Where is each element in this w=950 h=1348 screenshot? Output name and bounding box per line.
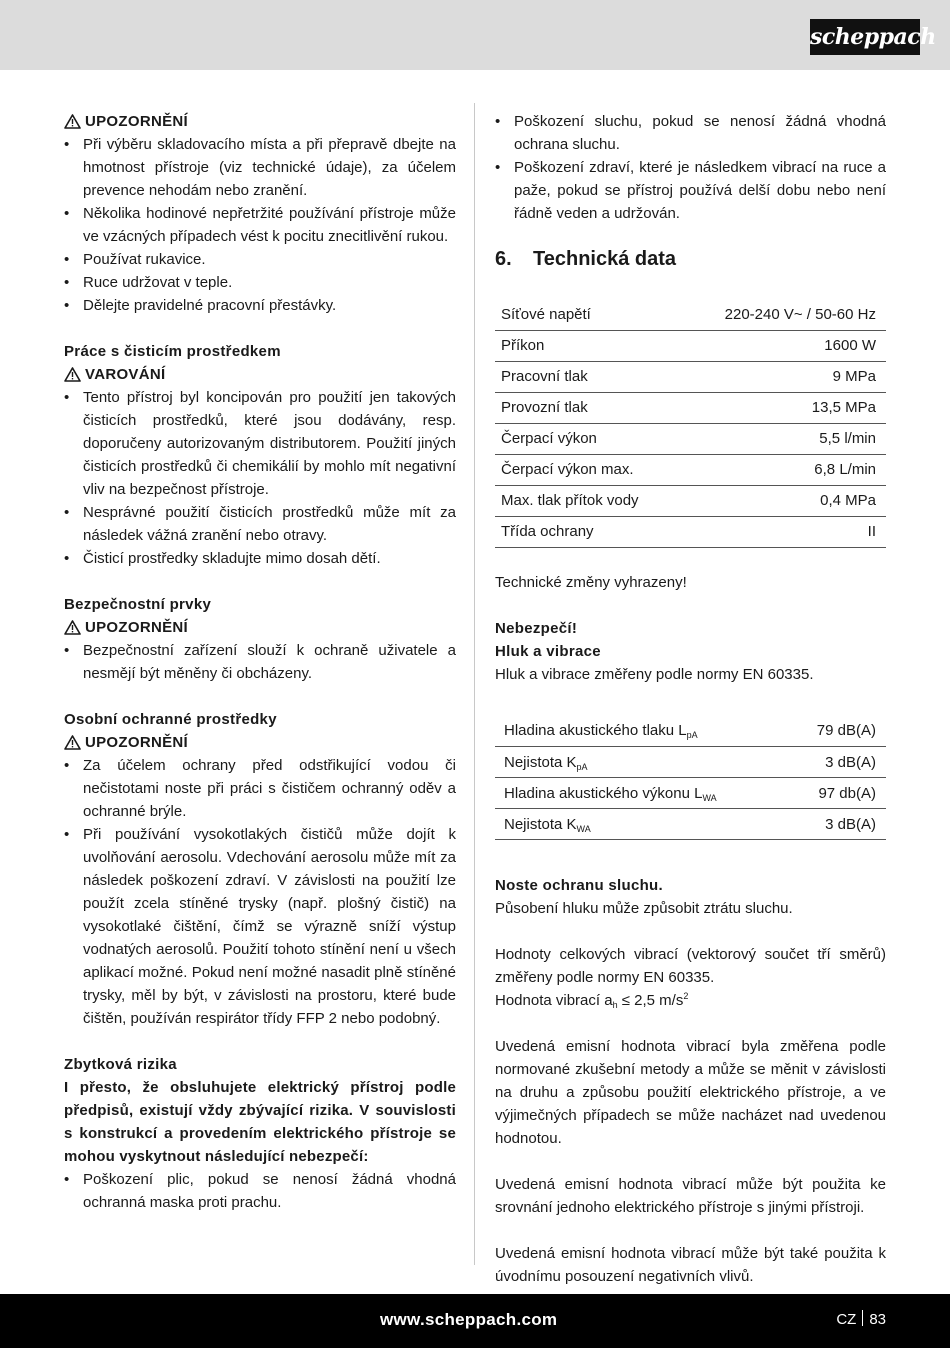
noise-label: Hladina akustického tlaku $L_{pA}$	[495, 716, 786, 747]
table-row	[495, 423, 886, 454]
table-row	[495, 516, 886, 547]
list-item: • Poškození zdraví, které je následkem vibrací na ruce a paže, pokud se přístroj používá delší dobu nebo není řádně veden a udržován.	[495, 156, 886, 225]
left-column	[64, 110, 456, 1214]
warning-list	[64, 639, 456, 685]
spec-label: Čerpací výkon max.	[495, 454, 680, 485]
table-row	[495, 485, 886, 516]
chapter-title: Technická data	[533, 248, 677, 270]
list-item: • Několika hodinové nepřetržité používání přístroje může ve vzácných případech vést k pocitu znecitlivění rukou.	[64, 202, 456, 248]
warning-list	[64, 754, 456, 1030]
spec-value: 5,5 l/min	[680, 423, 886, 454]
list-item: • Dělejte pravidelné pracovní přestávky.	[64, 294, 456, 317]
list-item: • Bezpečnostní zařízení slouží k ochraně uživatele a nesmějí být měněny či obcházeny.	[64, 639, 456, 685]
spec-label: Příkon	[495, 330, 680, 361]
warning-triangle-icon	[64, 620, 81, 635]
warning-heading: UPOZORNĚNÍ	[64, 110, 456, 133]
spec-label: Síťové napětí	[495, 299, 680, 330]
noise-text: Hluk a vibrace změřeny podle normy EN 60335.	[495, 665, 814, 683]
noise-label: Nejistota $K_{WA}$	[495, 809, 786, 840]
noise-table	[495, 716, 886, 841]
list-item: • Ruce udržovat v teple.	[64, 271, 456, 294]
warning-list	[64, 133, 456, 317]
noise-value: 97 db(A)	[786, 778, 886, 809]
list-item: • Poškození plic, pokud se nenosí žádná vhodná ochranná maska proti prachu.	[64, 1168, 456, 1214]
table-row	[495, 454, 886, 485]
noise-label: Nejistota $K_{pA}$	[495, 747, 786, 778]
list-item: • Poškození sluchu, pokud se nenosí žádná vhodná ochrana sluchu.	[495, 110, 886, 156]
spec-label: Čerpací výkon	[495, 423, 680, 454]
spec-value: II	[680, 516, 886, 547]
list-item: • Při výběru skladovacího místa a při přepravě dbejte na hmotnost přístroje (viz technické údaje), za účelem prevence nehodám nebo zranění.	[64, 133, 456, 202]
paragraph: Uvedená emisní hodnota vibrací může být použita ke srovnání jednoho elektrického přístroje s jinými přístroji.	[495, 1176, 886, 1216]
risk-list	[64, 1168, 456, 1214]
noise-value: 3 dB(A)	[786, 747, 886, 778]
paragraph: Uvedená emisní hodnota vibrací může být také použita k úvodnímu posouzení negativních vlivů.	[495, 1245, 886, 1285]
table-row	[495, 330, 886, 361]
risk-list	[495, 110, 886, 225]
technical-changes-note: Technické změny vyhrazeny!	[495, 573, 687, 591]
noise-label: Hladina akustického výkonu $L_{WA}$	[495, 778, 786, 809]
list-item: • Za účelem ochrany před odstřikující vodou či nečistotami noste při práci s čističem ochranný oděv a ochranné brýle.	[64, 754, 456, 823]
right-column	[495, 110, 886, 1288]
chapter-number: 6.	[495, 248, 512, 270]
ear-protection-text: Působení hluku může způsobit ztrátu sluchu.	[495, 900, 793, 917]
residual-risk-text: I přesto, že obsluhujete elektrický přístroj podle předpisů, existují vždy zbývající rizika. V souvislosti s konstrukcí a provedením elektrického přístroje se mohou vyskytnout následující nebezpečí:	[64, 1079, 456, 1165]
website-link[interactable]: www.scheppach.com	[380, 1310, 558, 1329]
table-row	[495, 361, 886, 392]
section-title: Práce s čisticím prostředkem	[64, 343, 281, 360]
section-title: Osobní ochranné prostředky	[64, 711, 277, 728]
list-item: • Nesprávné použití čisticích prostředků může mít za následek vážná zranění nebo otravy.	[64, 501, 456, 547]
vibration-value: Hodnota vibrací $a_h \le 2,5$ $m/s^2$	[495, 991, 689, 1010]
vibration-text: Hodnoty celkových vibrací (vektorový součet tří směrů) změřeny podle normy EN 60335.	[495, 946, 886, 986]
table-row	[495, 747, 886, 778]
spec-label: Třída ochrany	[495, 516, 680, 547]
spec-label: Pracovní tlak	[495, 361, 680, 392]
list-item: • Čisticí prostředky skladujte mimo dosah dětí.	[64, 547, 456, 570]
spec-value: 0,4 MPa	[680, 485, 886, 516]
warning-triangle-icon	[64, 367, 81, 382]
table-row	[495, 778, 886, 809]
warning-heading: UPOZORNĚNÍ	[64, 616, 456, 639]
noise-value: 3 dB(A)	[786, 809, 886, 840]
page-indicator	[836, 1308, 886, 1332]
table-row	[495, 716, 886, 747]
paragraph: Uvedená emisní hodnota vibrací byla změřena podle normované zkušební metody a může se měnit v závislosti na druhu a způsobu použití elektrického přístroje, a ve výjimečných případech se může nacházet nad uvedenou hodnotou.	[495, 1038, 886, 1147]
technical-data-table	[495, 299, 886, 548]
table-row	[495, 809, 886, 840]
noise-value: 79 dB(A)	[786, 716, 886, 747]
danger-heading: Nebezpečí!	[495, 619, 578, 637]
column-divider	[474, 103, 475, 1265]
separator	[862, 1310, 863, 1326]
chapter-heading	[495, 246, 886, 272]
list-item: • Tento přístroj byl koncipován pro použití jen takových čisticích prostředků, které jsou dodávány, resp. doporučeny autorizovaným distributorem. Použití jiných čisticích prostředků či chemikálií by mohlo mít negativní vliv na bezpečnost přístroje.	[64, 386, 456, 501]
list-item: • Používat rukavice.	[64, 248, 456, 271]
spec-value: 9 MPa	[680, 361, 886, 392]
spec-value: 220-240 V~ / 50-60 Hz	[680, 299, 886, 330]
header-bar	[0, 0, 950, 70]
table-row	[495, 392, 886, 423]
warning-triangle-icon	[64, 114, 81, 129]
scheppach-logo: scheppach	[810, 19, 920, 55]
language-code: CZ	[836, 1311, 857, 1328]
warning-heading: VAROVÁNÍ	[64, 363, 456, 386]
page-number: 83	[869, 1311, 886, 1328]
spec-value: 6,8 L/min	[680, 454, 886, 485]
warning-heading: UPOZORNĚNÍ	[64, 731, 456, 754]
footer-bar	[0, 1294, 950, 1348]
table-row	[495, 299, 886, 330]
warning-triangle-icon	[64, 735, 81, 750]
section-title: Zbytková rizika	[64, 1056, 177, 1073]
spec-value: 1600 W	[680, 330, 886, 361]
warning-list	[64, 386, 456, 570]
section-title: Hluk a vibrace	[495, 642, 601, 660]
section-title: Bezpečnostní prvky	[64, 596, 212, 613]
list-item: • Při používání vysokotlakých čističů může dojít k uvolňování aerosolu. Vdechování aerosolu může mít za následek poškození zdraví. V závislosti na použití lze použít zcela stíněné trysky (např. plošný čistič) na vysokotlaké čištění, čímž se výrazně sníží výstup vodnatých aerosolů. Použití tohoto stínění není u všech aplikací možné. Pokud není možné nasadit plně stíněné trysky, měl by být, v závislosti na prostoru, které bude čištěn, používán respirátor třídy FFP 2 nebo podobný.	[64, 823, 456, 1030]
spec-label: Max. tlak přítok vody	[495, 485, 680, 516]
ear-protection-heading: Noste ochranu sluchu.	[495, 877, 663, 894]
spec-value: 13,5 MPa	[680, 392, 886, 423]
spec-label: Provozní tlak	[495, 392, 680, 423]
